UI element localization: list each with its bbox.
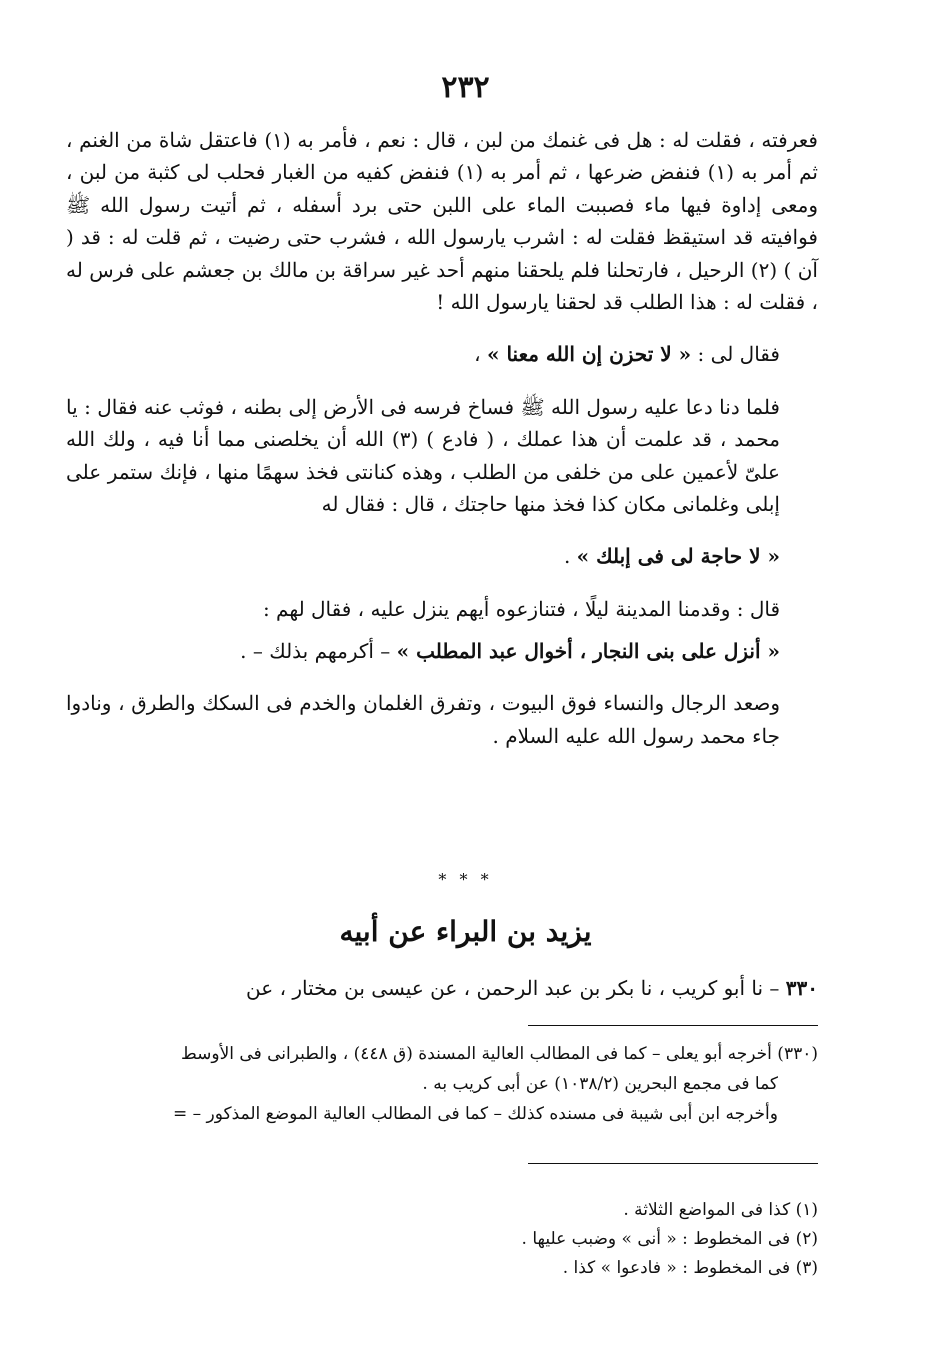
paragraph-tail: .: [563, 544, 571, 569]
hadith-chain: [66, 972, 818, 1004]
prophet-quote: « لا حاجة لى فى إبلك »: [576, 544, 780, 569]
footnote-separator: [528, 1163, 818, 1164]
footnote-line: (٣٣٠) أخرجه أبو يعلى – كما فى المطالب العالية المسندة (ق ٤٤٨) ، والطبرانى فى الأوسط: [181, 1044, 818, 1064]
paragraph-lead: فقال لى :: [697, 342, 780, 367]
footnote-separator: [528, 1025, 818, 1026]
hadith-number: ٣٣٠: [785, 976, 818, 1000]
footnote-2: (٢) فى المخطوط : « أنى » وضبب عليها .: [521, 1229, 818, 1250]
paragraph-tail: – أكرمهم بذلك – .: [240, 639, 391, 664]
paragraph-bani-najjar: [66, 635, 818, 667]
footnote-line: كما فى مجمع البحرين (١٠٣٨/٢) عن أبى كريب به .: [422, 1073, 778, 1094]
footnote-1: (١) كذا فى المواضع الثلاثة .: [623, 1200, 818, 1220]
footnote-line: وأخرجه ابن أبى شيبة فى مسنده كذلك – كما فى المطالب العالية الموضع المذكور – =: [172, 1103, 778, 1124]
section-title: يزيد بن البراء عن أبيه: [339, 915, 592, 948]
paragraph-no-need: [66, 540, 818, 572]
manuscript-footnotes: [66, 1196, 818, 1284]
section-divider-stars: * * *: [438, 870, 493, 889]
takhrij-footnotes: [66, 1040, 818, 1129]
hadith-isnad: – نا أبو كريب ، نا بكر بن عبد الرحمن ، عن عيسى بن مختار ، عن: [246, 976, 780, 1000]
prophet-quote: « لا تحزن إن الله معنا »: [486, 342, 692, 367]
paragraph-la-tahzan: [66, 338, 818, 370]
paragraph-welcome: وصعد الرجال والنساء فوق البيوت ، وتفرق الغلمان والخدم فى السكك والطرق ، ونادوا جاء محمد رسول الله عليه السلام .: [66, 691, 780, 748]
prophet-quote: « أنزل على بنى النجار ، أخوال عبد المطلب »: [396, 639, 780, 664]
paragraph-hijra-milk: فعرفته ، فقلت له : هل فى غنمك من لبن ، قال : نعم ، فأمر به (١) فاعتقل شاة من الغنم ، ثم أمر به (١) فنفض ضرعها ، ثم أمر به (١) فنفض كفيه من الغبار فحلب لى كثبة من لبن ، ومعى إداوة فيها ماء فصببت الماء على اللبن حتى برد أسفله ، ثم أتيت رسول الله ﷺ فوافيته قد استيقظ فقلت له : اشرب يارسول الله ، فشرب حتى رضيت ، ثم قلت له : قد ( آن ) (٢) الرحيل ، فارتحلنا فلم يلحقنا منهم أحد غير سراقة بن مالك بن جعشم على فرس له ، فقلت له : هذا الطلب قد لحقنا يارسول الله !: [66, 128, 818, 314]
footnote-3: (٣) فى المخطوط : « فادعوا » كذا .: [562, 1258, 818, 1279]
paragraph-suraqa: فلما دنا دعا عليه رسول الله ﷺ فساخ فرسه فى الأرض إلى بطنه ، فوثب عنه فقال : يا محمد ، قد علمت أن هذا عملك ، ( فادع ) (٣) الله أن يخلصنى مما أنا فيه ، ولك الله علىّ لأعمين على من خلفى من الطلب ، وهذه كنانتى فخذ سهمًا منها ، فإنك ستمر على إبلى وغلمانى مكان كذا فخذ منها حاجتك ، قال : فقال له: [66, 394, 780, 516]
page-number: ٢٣٢: [441, 70, 490, 105]
paragraph-tail: ،: [474, 342, 481, 367]
paragraph-madina-arrival: قال : وقدمنا المدينة ليلًا ، فتنازعوه أيهم ينزل عليه ، فقال لهم :: [262, 596, 780, 621]
main-text: [66, 124, 818, 772]
